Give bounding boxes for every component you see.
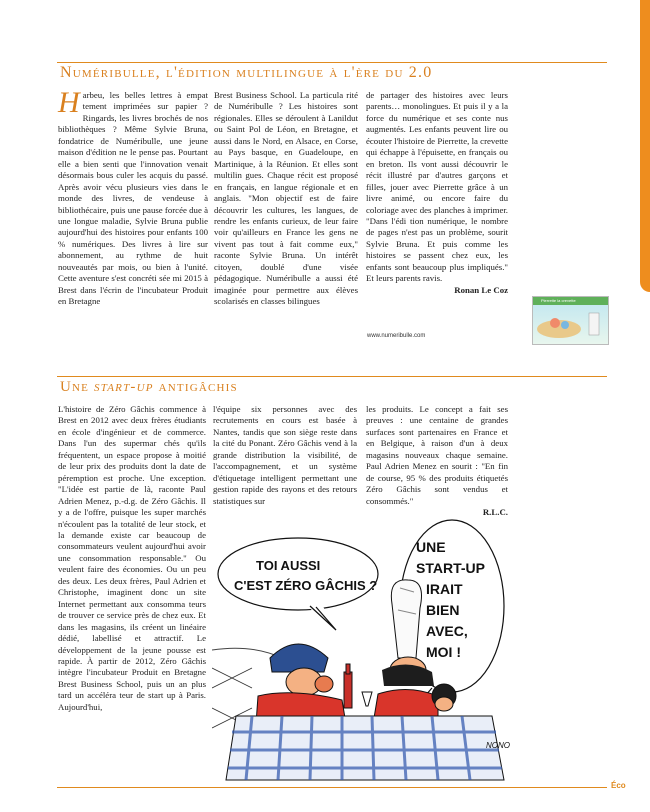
right-bubble-line: IRAIT — [426, 581, 463, 597]
page-side-tab — [640, 0, 650, 292]
section2-signature: R.L.C. — [482, 507, 508, 518]
right-bubble-line: AVEC, — [426, 623, 468, 639]
wine-glass — [362, 692, 372, 706]
section2-column-1 — [58, 404, 206, 713]
left-bubble-line1: TOI AUSSI — [256, 558, 321, 573]
section1-col3-text: de partager des histoires avec leurs parents… monolingues. Et puis il y a la force du numérique et ses conte nus augmentés. Les enfants peuvent lire ou écouter l'histoire de Pierrette, la crevette qui échappe à l'épuisette, en français ou en breton. Ils vont aussi découvrir le récit illustré par d'autres garçons et filles, jouer avec Pierrette grâce à un livre animé, ou encore faire du coloriage avec des planches à imprimer. "Dans l'édi tion numérique, le nombre de pages n'est pas un problème, sourit Sylvie Bruna. Et puis comme les histoires se passent chez eux, les enfants sont beaucoup plus impliqués." Et leurs parents ravis. — [366, 90, 508, 284]
cartoon-illustration — [212, 518, 516, 782]
section2-column-2 — [213, 404, 357, 507]
left-bubble-line2: C'EST ZÉRO GÂCHIS ? — [234, 578, 378, 593]
section2-top-rule — [57, 376, 607, 377]
footer-section-label: Éco — [611, 781, 626, 790]
right-bubble-line: UNE — [416, 539, 446, 555]
section1-title: Numéribulle, l'édition multilingue à l'ère du 2.0 — [60, 64, 433, 81]
section1-column-3 — [366, 90, 508, 296]
section2-col3-text: les produits. Le concept a fait ses preuves : une centaine de grandes surfaces sont partenaires en France et en Belgique, à raison d'un à deux magasins nouveaux chaque semaine. Paul Adrien Menez en sourit : "En fin de course, 95 % des produits étiquetés Zéro Gâchis sont vendus et consommés." — [366, 404, 508, 506]
section1-signature: Ronan Le Coz — [454, 284, 508, 295]
section2-col2-text: l'équipe six personnes avec des recrutements en cours est basée à Nantes, tandis que son siège reste dans la cité du Ponant. Zéro Gâchis vend à la grande distribution la visibilité, de l'accompagnement, et un système d'étiquetage intelligent permettant une gestion rapide des rayons et des retours statistiques sur — [213, 404, 357, 506]
section1-column-1 — [58, 86, 208, 308]
section1-top-rule — [57, 62, 607, 63]
section2-title-part1: Une — [60, 379, 95, 395]
numeribulle-thumbnail — [532, 296, 609, 345]
left-diner-character — [256, 644, 346, 724]
section1-col1-text: arbeu, les belles lettres à empat tement imprimées sur papier ? Ringards, les livres brochés de nos bibliothèques ? Même Sylvie Bruna, fondatrice de Numéribulle, une jeune maison d'édition ne le pense pas. Pourtant elle a bien senti que l'innovation venait désormais bous culer les acquis du passé. Après avoir vécu plusieurs vies dans le monde des livres, de vendeuse à bibliothécaire, puis une pause forcée due à une longue maladie, Sylvie Bruna publie aujourd'hui des histoires pour enfants 100 % numériques. Des livres à lire sur abonnement, au rythme de huit nouveautés par mois, ou bien à l'unité. Cette aventure s'est concréti sée mi 2015 à Brest dans l'écrin de l'incubateur Produit en Bretagne — [58, 90, 208, 307]
thumbnail-illustration — [533, 305, 608, 344]
section2-title — [60, 379, 238, 396]
wine-bottle — [344, 672, 352, 708]
section2-col1-text: L'histoire de Zéro Gâchis commence à Brest en 2012 avec deux frères étudiants en école d'ingénieur et de commerce. Dans l'un des supermar chés qu'ils fréquentent, un espace propose à moitié de leur prix des produits dont la date de péremption est proche. Une exception. "L'idée est partie de là, raconte Paul Adrien Menez, p.-d.g. de Zéro Gâchis. Il y a de l'offre, puisque les super marchés n'écoulent pas la totalité de leur stock, et la demande existe car beaucoup de consommateurs veulent aujourd'hui avoir une consommation responsable." Ou veulent faire des économies. Ou un peu des deux. Les deux frères, Paul Adrien et Christophe, imaginent donc un site Internet permettant aux consomma teurs de trouver ce service près de chez eux. Et dans les magasins, ils créent un linéaire dédié, labellisé et attractif. Le développement de la jeune pousse est rapide. À partir de 2012, Zéro Gâchis intègre l'incubateur Produit en Bretagne Brest Business School, puis un an plus tard un accéléra teur de start up à Paris. Aujourd'hui, — [58, 404, 206, 712]
numeribulle-url[interactable]: www.numeribulle.com — [367, 333, 426, 339]
checkered-tablecloth — [226, 716, 504, 780]
left-speech-bubble — [218, 538, 378, 610]
section1-dropcap: H — [58, 86, 80, 119]
right-bubble-line: MOI ! — [426, 644, 461, 660]
section2-title-part2: antigâchis — [153, 379, 238, 395]
section2-column-3 — [366, 404, 508, 519]
cartoon-signature: NONO — [486, 741, 510, 750]
footer-rule — [57, 787, 607, 788]
right-bubble-line: BIEN — [426, 602, 460, 618]
thumbnail-caption: Pierrette la crevette — [533, 297, 608, 305]
section1-column-2 — [214, 90, 358, 308]
right-bubble-line: START-UP — [416, 560, 485, 576]
section1-col2-text: Brest Business School. La particula rité de Numéribulle ? Les histoires sont régionales. Elles se déroulent à Lanildut ou Saint Pol de Léon, en Bretagne, et aussi dans le Nord, en Alsace, en Corse, au Pays basque, en Guadeloupe, en Martinique, à la Réunion. Et elles sont multilin gues. Chaque récit est proposé en français, en langue régionale et en anglais. "Mon objectif est de faire découvrir les cultures, les langues, de rendre les enfants curieux, de leur faire voir qu'ailleurs en France les gens ne vivent pas tout à fait comme eux," raconte Sylvie Bruna. Un intérêt citoyen, doublé d'une visée pédagogique. Numéribulle a aussi été imaginée pour permettre aux élèves scolarisés en classes bilingues — [214, 90, 358, 307]
section2-title-italic: start-up — [94, 379, 154, 395]
